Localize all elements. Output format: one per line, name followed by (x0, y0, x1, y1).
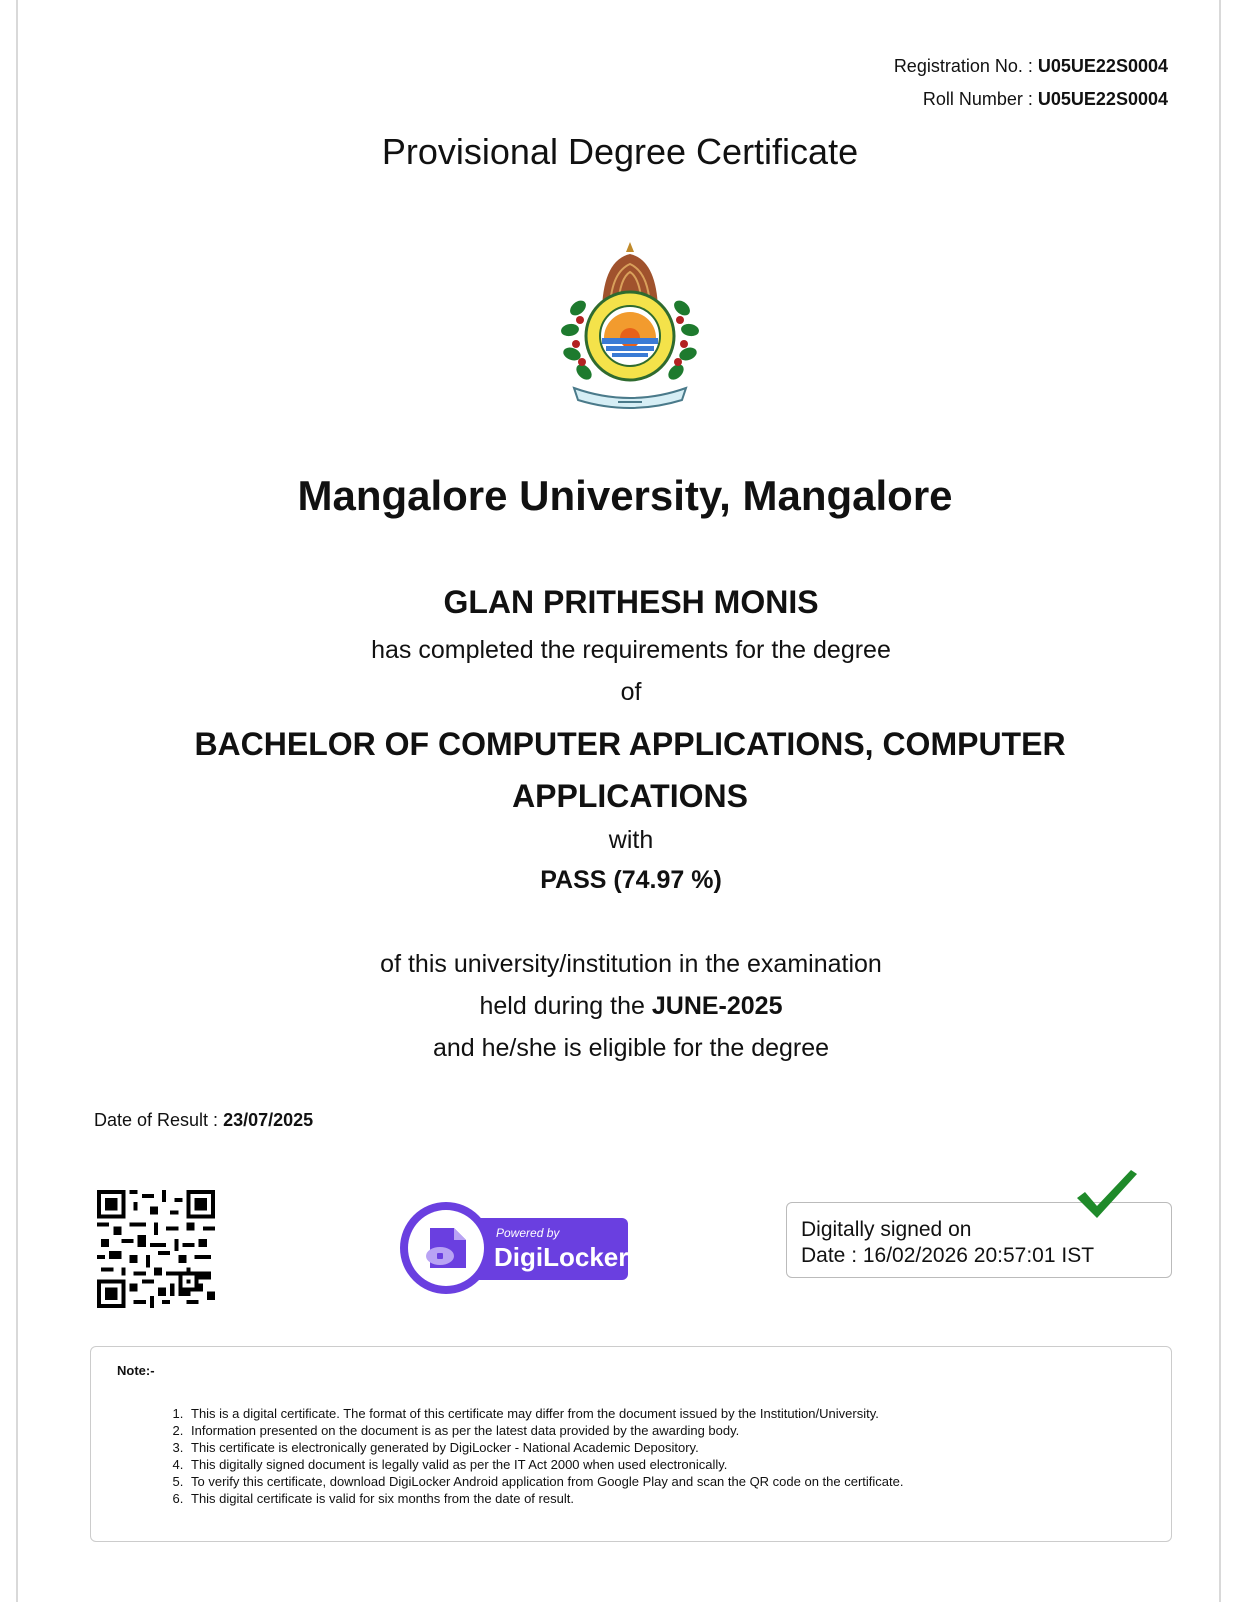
list-item: 3. This certificate is electronically generated by DigiLocker - National Academic Depository. (187, 1439, 904, 1456)
result-percent: (74.97 %) (613, 866, 722, 894)
certificate-title: Provisional Degree Certificate (381, 131, 859, 172)
result-line (0, 866, 1240, 895)
university-name: Mangalore University, Mangalore (297, 472, 953, 519)
list-item: 6. This digital certificate is valid for six months from the date of result. (187, 1490, 904, 1507)
list-item: 4. This digitally signed document is legally valid as per the IT Act 2000 when used electronically. (187, 1456, 904, 1473)
exam-line-2: held during the JUNE-2025 (479, 992, 783, 1020)
signature-line-2: Date : 16/02/2026 20:57:01 IST (801, 1244, 1095, 1267)
digilocker-brand: DigiLocker (494, 1242, 629, 1272)
list-item: 5. To verify this certificate, download DigiLocker Android application from Google Play and scan the QR code on the certificate. (187, 1473, 904, 1490)
digilocker-badge[interactable] (400, 1200, 632, 1296)
completed-text: has completed the requirements for the degree (371, 636, 891, 664)
with-text: with (608, 826, 654, 854)
date-of-result: Date of Result : 23/07/2025 (94, 1110, 314, 1130)
degree-name: BACHELOR OF COMPUTER APPLICATIONS, COMPUTER APPLICATIONS (194, 726, 1066, 814)
notes-title: Note:- (117, 1363, 155, 1378)
result-class: PASS (540, 866, 607, 894)
notes-box (90, 1346, 1172, 1542)
qr-code-icon[interactable] (97, 1190, 215, 1308)
of-text: of (620, 678, 642, 706)
list-item: 2. Information presented on the document is as per the latest data provided by the awarding body. (187, 1422, 904, 1439)
exam-line-1: of this university/institution in the examination (380, 950, 882, 978)
date-of-result-value: 23/07/2025 (223, 1110, 314, 1130)
roll-number: Roll Number : U05UE22S0004 (922, 89, 1168, 109)
exam-line-3: and he/she is eligible for the degree (432, 1034, 830, 1062)
checkmark-icon (1075, 1168, 1137, 1220)
registration-number: Registration No. : U05UE22S0004 (893, 56, 1168, 76)
digilocker-powered-by: Powered by (496, 1226, 560, 1240)
registration-block (894, 50, 1168, 116)
exam-session: JUNE-2025 (651, 992, 783, 1020)
university-emblem-icon (556, 238, 704, 414)
student-name: GLAN PRITHESH MONIS (443, 584, 819, 620)
result-percent-wrap (613, 866, 721, 894)
list-item: 1. This is a digital certificate. The format of this certificate may differ from the document issued by the Institution/University. (187, 1405, 904, 1422)
signature-line-1: Digitally signed on (801, 1218, 972, 1241)
notes-list (187, 1405, 904, 1507)
